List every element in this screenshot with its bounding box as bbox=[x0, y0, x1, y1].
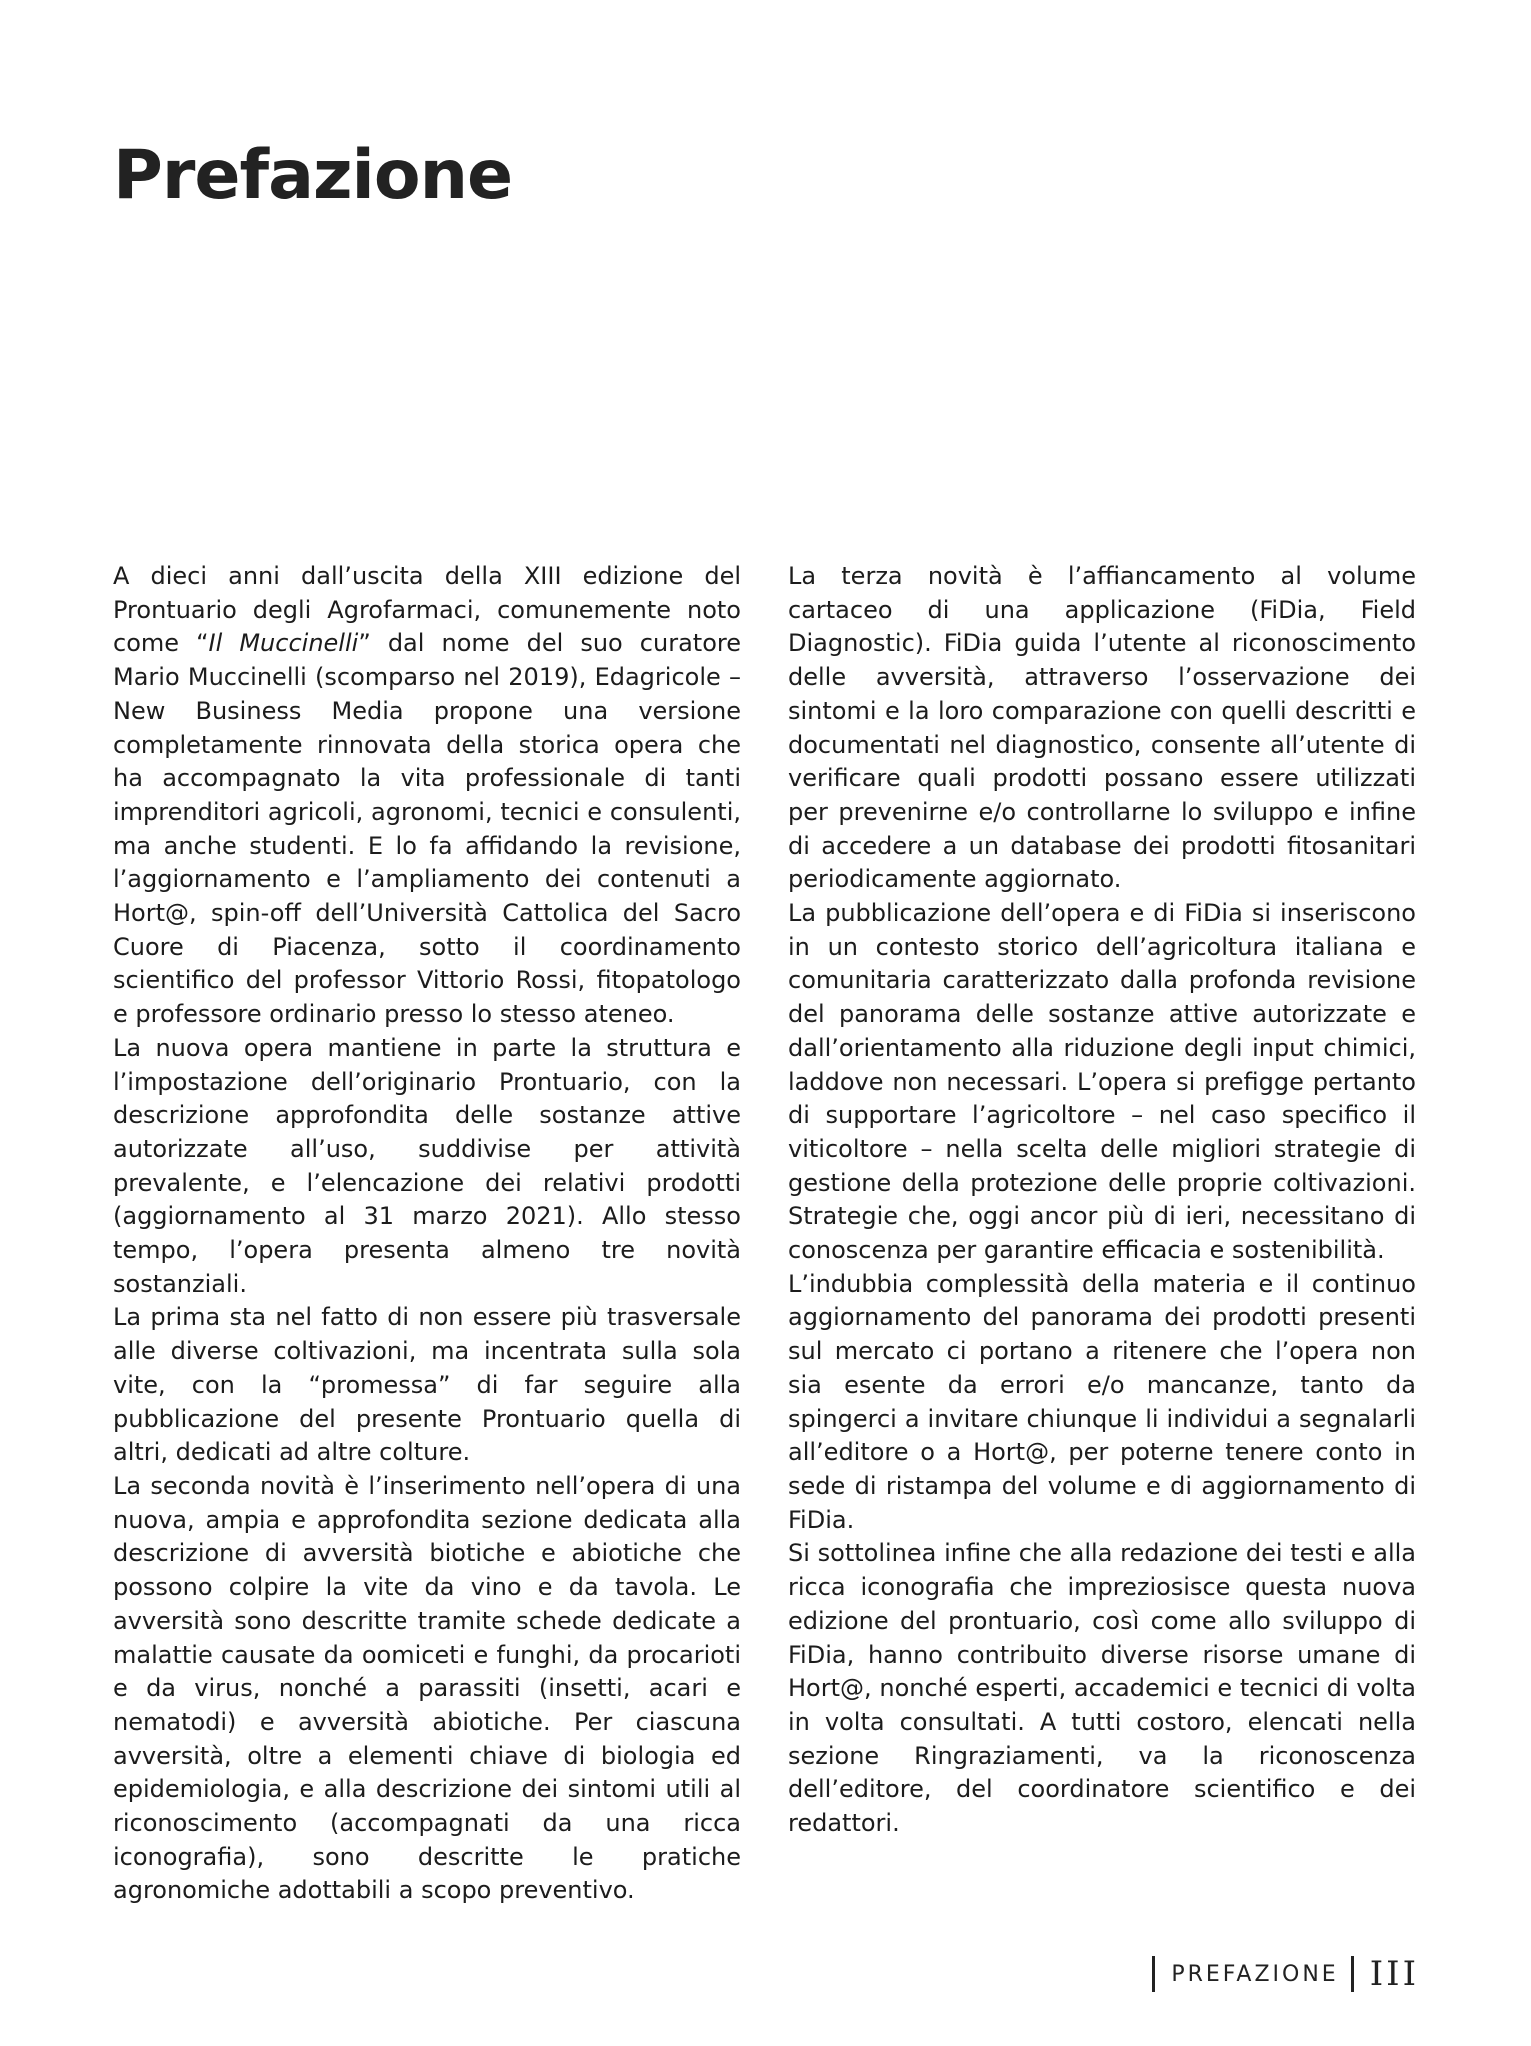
paragraph: Si sottolinea infine che alla redazione dei testi e alla ricca iconografia che impreziosisce questa nuova edizione del prontuario, così come allo sviluppo di FiDia, hanno contribuito diverse risorse umane di Hort@, nonché esperti, accademici e tecnici di volta in volta consultati. A tutti costoro, elencati nella sezione Ringraziamenti, va la riconoscenza dell’editore, del coordinatore scientifico e dei redattori. bbox=[788, 1539, 1416, 1838]
paragraph-text: A dieci anni dall’uscita della XIII edizione del Prontuario degli Agrofarmaci, comunemente noto come “ bbox=[113, 562, 741, 658]
paragraph: La nuova opera mantiene in parte la struttura e l’impostazione dell’originario Prontuario, con la descrizione approfondita delle sostanze attive autorizzate all’uso, suddivise per attività prevalente, e l’elencazione dei relativi prodotti (aggiornamento al 31 marzo 2021). Allo stesso tempo, l’opera presenta almeno tre novità sostanziali. bbox=[113, 1033, 741, 1298]
paragraph: L’indubbia complessità della materia e il continuo aggiornamento del panorama dei prodotti presenti sul mercato ci portano a ritenere che l’opera non sia esente da errori e/o mancanze, tanto da spingerci a invitare chiunque li individui a segnalarli all’editore o a Hort@, per poterne tenere conto in sede di ristampa del volume e di aggiornamento di FiDia. bbox=[788, 1269, 1416, 1534]
right-column bbox=[788, 560, 1416, 1841]
footer-divider bbox=[1152, 1956, 1155, 1992]
paragraph: La pubblicazione dell’opera e di FiDia si inseriscono in un contesto storico dell’agricoltura italiana e comunitaria caratterizzato dalla profonda revisione del panorama delle sostanze attive autorizzate e dall’orientamento alla riduzione degli input chimici, laddove non necessari. L’opera si prefigge pertanto di supportare l’agricoltore – nel caso specifico il viticoltore – nella scelta delle migliori strategie di gestione della protezione delle proprie coltivazioni. Strategie che, oggi ancor più di ieri, necessitano di conoscenza per garantire efficacia e sostenibilità. bbox=[788, 899, 1416, 1265]
running-head: PREFAZIONE bbox=[1171, 1961, 1339, 1987]
left-column bbox=[113, 560, 741, 1908]
page-footer bbox=[1152, 1955, 1419, 1993]
page-title: Prefazione bbox=[113, 136, 513, 215]
paragraph: La seconda novità è l’inserimento nell’opera di una nuova, ampia e approfondita sezione dedicata alla descrizione di avversità biotiche e abiotiche che possono colpire la vite da vino e da tavola. Le avversità sono descritte tramite schede dedicate a malattie causate da oomiceti e funghi, da procarioti e da virus, nonché a parassiti (insetti, acari e nematodi) e avversità abiotiche. Per ciascuna avversità, oltre a elementi chiave di biologia ed epidemiologia, e alla descrizione dei sintomi utili al riconoscimento (accompagnati da una ricca iconografia), sono descritte le pratiche agronomiche adottabili a scopo preventivo. bbox=[113, 1471, 741, 1905]
paragraph bbox=[113, 560, 741, 1032]
paragraph-text: ” dal nome del suo curatore Mario Muccinelli (scomparso nel 2019), Edagricole – New Business Media propone una versione completamente rinnovata della storica opera che ha accompagnato la vita professionale di tanti imprenditori agricoli, agronomi, tecnici e consulenti, ma anche studenti. E lo fa affidando la revisione, l’aggiornamento e l’ampliamento dei contenuti a Hort@, spin-off dell’Università Cattolica del Sacro Cuore di Piacenza, sotto il coordinamento scientifico del professor Vittorio Rossi, fitopatologo e professore ordinario presso lo stesso ateneo. bbox=[113, 629, 741, 1029]
italic-text: Il Muccinelli bbox=[208, 629, 359, 658]
footer-divider bbox=[1351, 1956, 1354, 1992]
paragraph: La terza novità è l’affiancamento al volume cartaceo di una applicazione (FiDia, Field Diagnostic). FiDia guida l’utente al riconoscimento delle avversità, attraverso l’osservazione dei sintomi e la loro comparazione con quelli descritti e documentati nel diagnostico, consente all’utente di verificare quali prodotti possano essere utilizzati per prevenirne e/o controllarne lo sviluppo e infine di accedere a un database dei prodotti fitosanitari periodicamente aggiornato. bbox=[788, 562, 1416, 894]
paragraph: La prima sta nel fatto di non essere più trasversale alle diverse coltivazioni, ma incentrata sulla sola vite, con la “promessa” di far seguire alla pubblicazione del presente Prontuario quella di altri, dedicati ad altre colture. bbox=[113, 1303, 741, 1467]
page-number: III bbox=[1369, 1954, 1419, 1994]
